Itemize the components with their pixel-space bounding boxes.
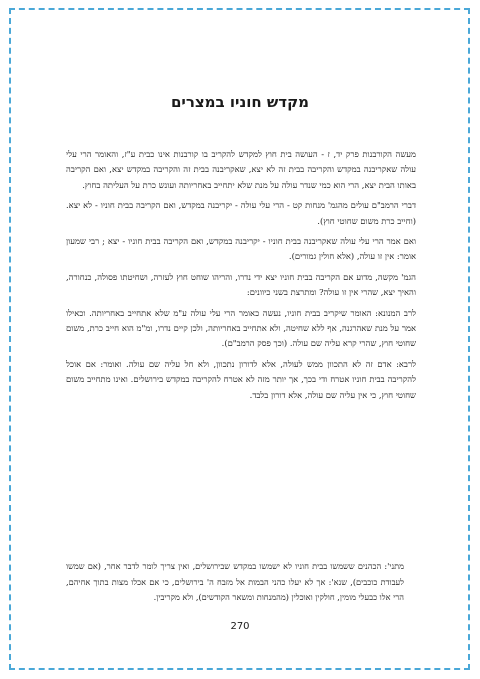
page-number: 270: [230, 621, 250, 632]
paragraph: מעשה הקורבנות פרק יד, ז - העושה בית חוץ למקדש להקריב בו קורבנות אינו כבית ע"ז, והאומר הרי עלי עולה שאקריבנה במקדש והקריבה בבית זה לא יצא, שאקריבנה בבית זה והקריבה במקדש יצא, ואם הקריבה באותו הבית יצא, הרי הוא כמי שנדר עולה על מנת שלא יתחייב באחריותה ועונש כרת על העליתה בחוץ.: [66, 149, 416, 190]
paragraph: לרבא: אדם זה לא התכוון ממש לעולה, אלא לדורון נתכוון, ולא חל עליה שם עולה. ואומר: אם אוכל להקריבה בבית חוניו אטרח ודי בכך, אך יותר מזה לא אטרח להקריבה במקדש בירושלים. ואינו מתחייב משום שחוטי חוץ, כי אין עליה שם עולה, אלא דורון בלבד.: [66, 358, 416, 400]
body-text: [66, 147, 416, 408]
paragraph: הגמ' מקשה, מדוע אם הקריבה בבית חוניו יצא ידי נדרו, והריהו שוחט חוץ לעזרה, ושחיטתו פסולה, כנחורה, והאיך יצא, שהרי אין זו עולה? ומתרצת בשני כיוונים:: [66, 271, 416, 298]
footnote: [66, 559, 404, 606]
page-title: מקדש חוניו במצרים: [170, 93, 310, 111]
paragraph: דברי הרמב"ם עולים מהגמ' מנחות קט - הרי עלי עולה - יקריבנה במקדש, ואם הקריבה בבית חוניו - לא יצא. (וחייב כרת משום שחוטי חוץ).: [66, 200, 416, 226]
paragraph: לרב המנונא: האומר שיקריב בבית חוניו, נעשה כאומר הרי עלי עולה ע"מ שלא אתחייב באחריותה. וכאילו אמר על מנת שאהרגנה, אף ללא שחיטה, ולא אתחייב באחריותה, ולכן קיים נדרו, ומ"מ הוא חייב כרת, משום שחוטי חוץ, שהרי קרא עליה שם עולה. (וכך פסק הרמב"ם).: [66, 307, 416, 349]
footnote-text: מתני': הכהנים ששמשו בבית חוניו לא ישמשו במקדש שבירושלים, ואין צריך לומר לדבר אחר, (אם שמשו לעבודת כוכבים), שנא': אך לא יעלו כהני הבמות אל מזבח ה' בירושלים, כי אם אכלו מצות בתוך אחיהם, הרי אלו כבעלי מומין, חולקין ואוכלין (מהמנחות ומשאר הקודשים), ולא מקריבין.: [66, 561, 404, 603]
paragraph: ואם אמר הרי עלי עולה שאקריבנה בבית חוניו - יקריבנה במקדש, ואם הקריבה בבית חוניו - יצא ; רבי שמעון אומר: אין זו עולה, (אלא חולין גמורים).: [66, 236, 416, 262]
